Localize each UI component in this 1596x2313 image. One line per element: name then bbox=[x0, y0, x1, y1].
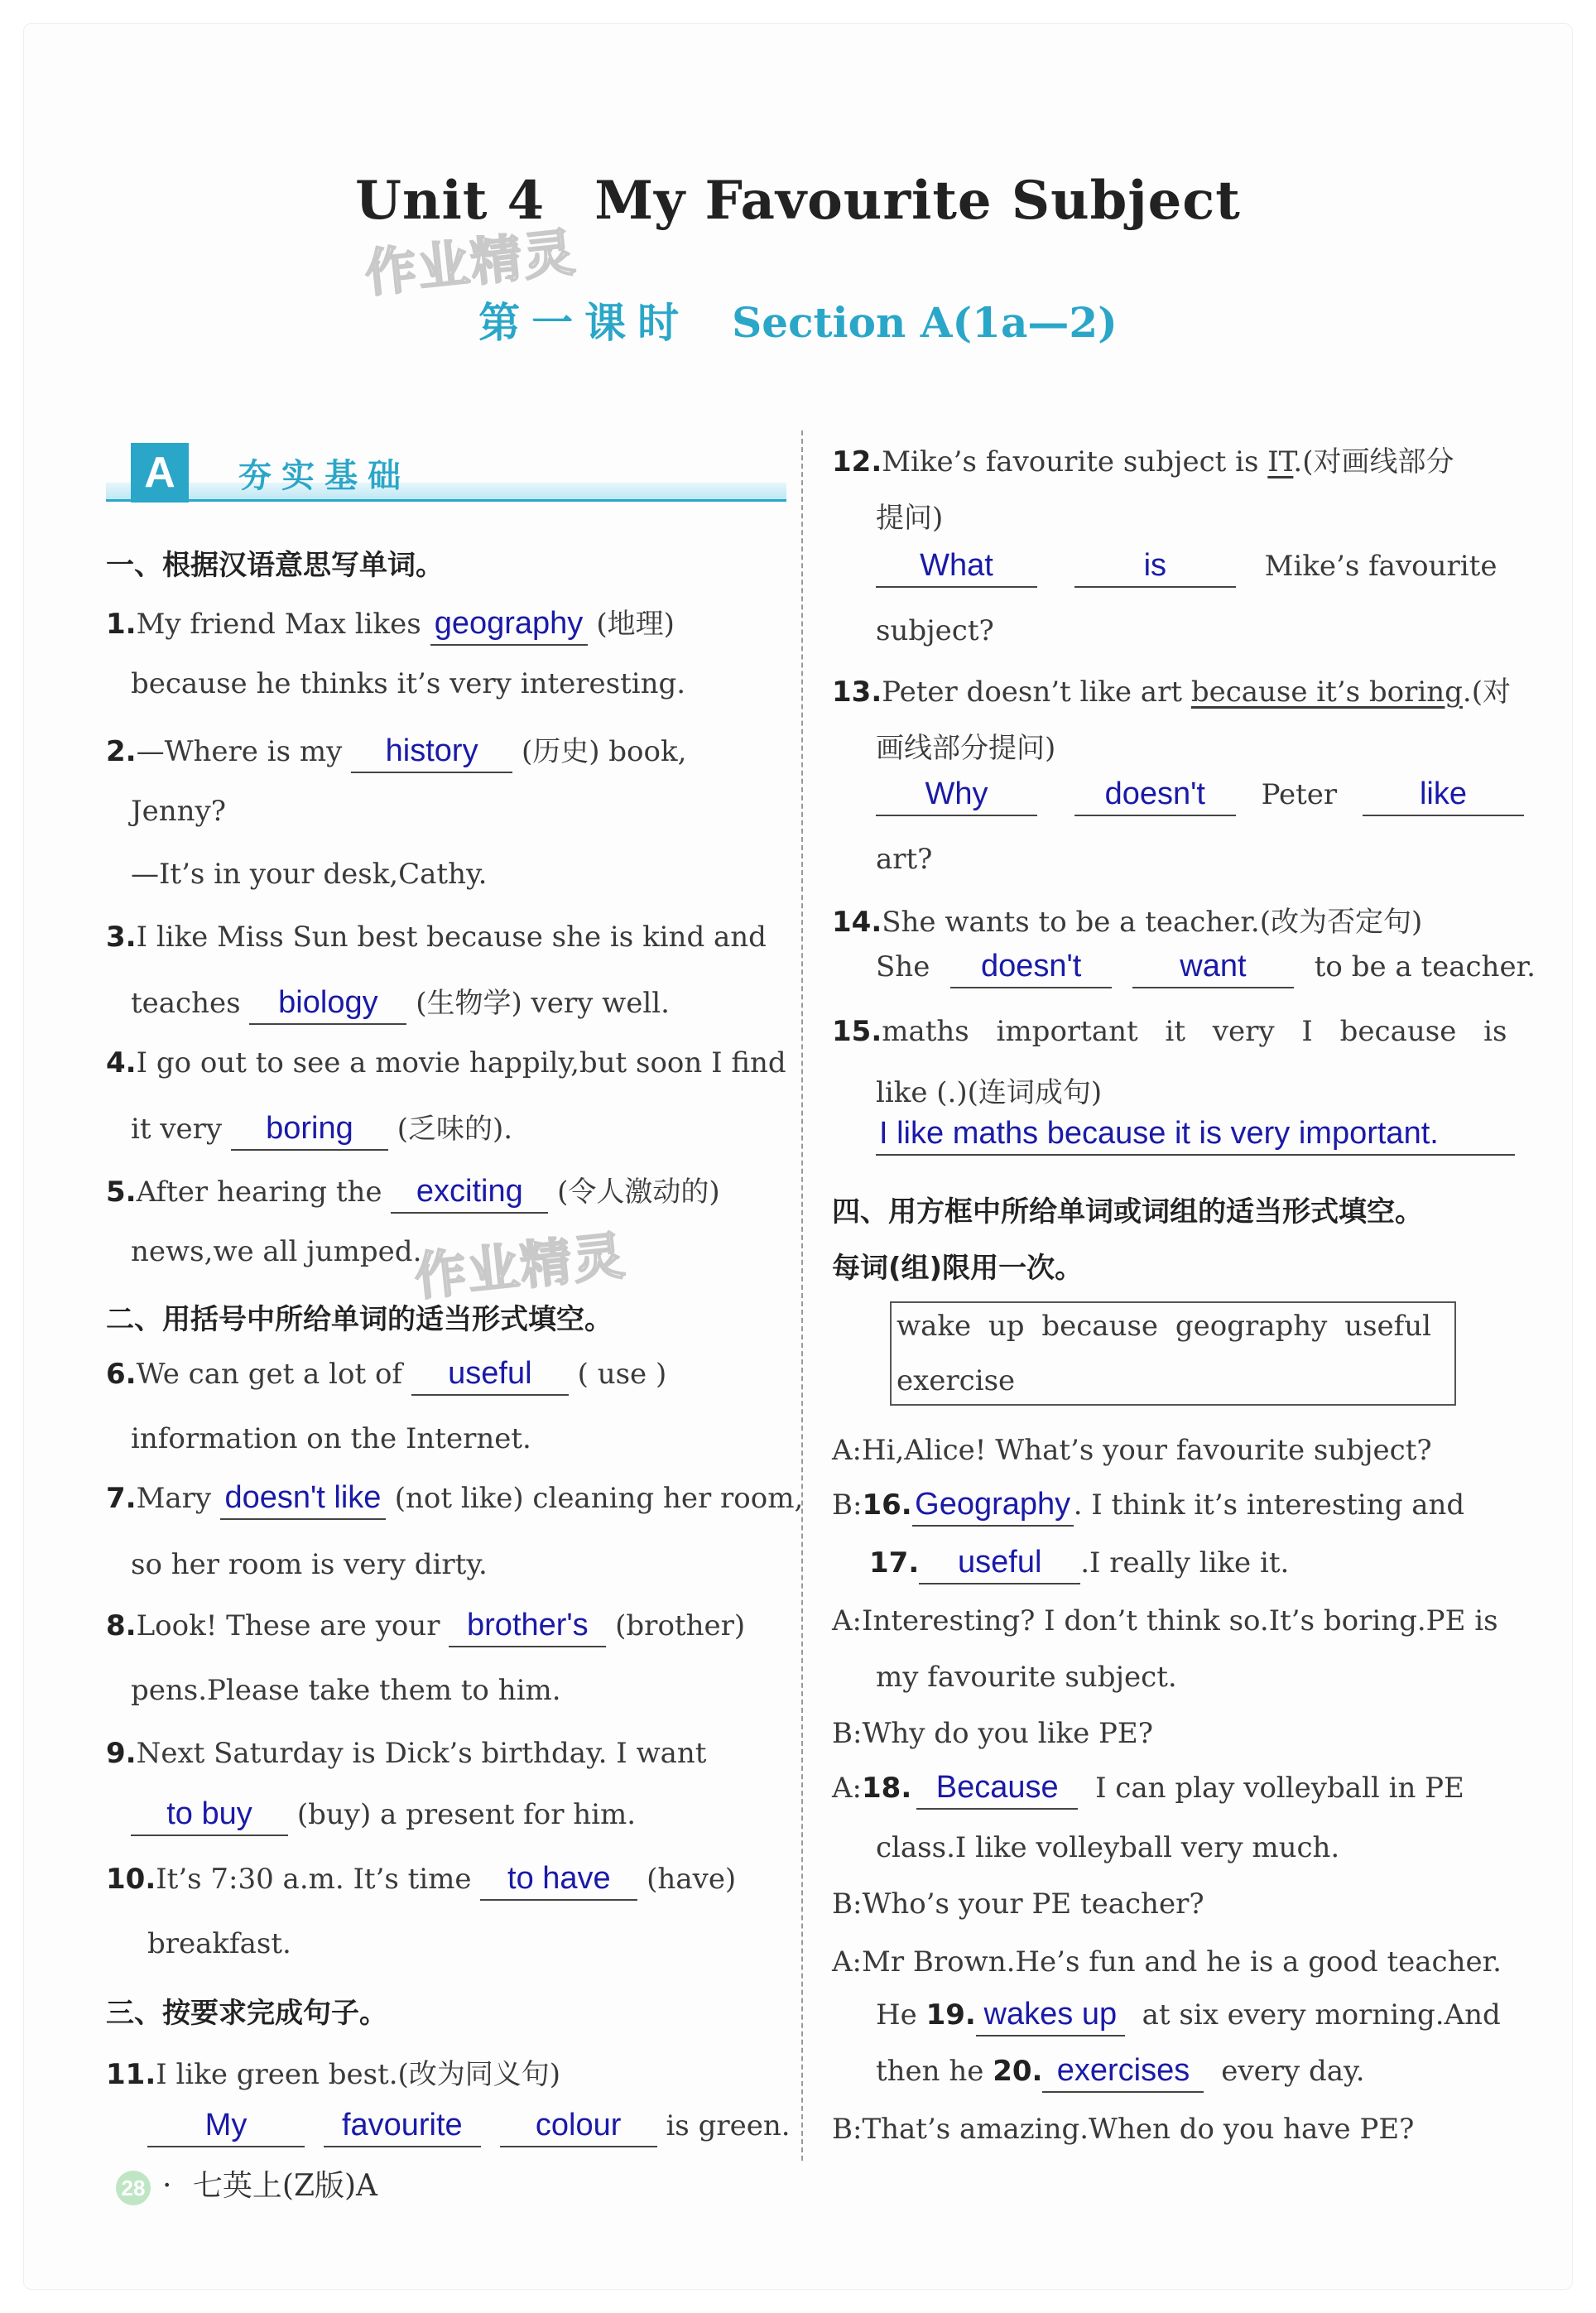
dialog-line-6b: class.I like volleyball very much. bbox=[876, 1831, 1340, 1864]
page-number: 28 bbox=[116, 2171, 151, 2205]
dialog-line-1: A:Hi,Alice! What’s your favourite subject? bbox=[832, 1434, 1432, 1467]
q8: 8.Look! These are your brother's (brother) bbox=[106, 1609, 745, 1647]
q4-answer[interactable]: boring bbox=[231, 1113, 388, 1151]
word-box bbox=[890, 1301, 1456, 1406]
q5-line2: news,we all jumped. bbox=[131, 1235, 422, 1268]
q14-line2: She doesn't want to be a teacher. bbox=[876, 950, 1536, 988]
q5: 5.After hearing the exciting (令人激动的) bbox=[106, 1169, 720, 1214]
dialog-line-8: A:Mr Brown.He’s fun and he is a good teacher. bbox=[832, 1945, 1502, 1979]
q3-answer[interactable]: biology bbox=[249, 987, 406, 1025]
dialog-line-10: then he 20. exercises every day. bbox=[876, 2055, 1365, 2093]
section-banner bbox=[106, 443, 786, 509]
page-subtitle bbox=[0, 290, 1596, 349]
q1-answer[interactable]: geography bbox=[430, 608, 588, 646]
q6-answer[interactable]: useful bbox=[411, 1358, 569, 1396]
dialog-line-4: A:Interesting? I don’t think so.It’s boring.PE is bbox=[832, 1604, 1498, 1637]
q12-answer-1[interactable]: What bbox=[876, 550, 1037, 588]
dialog-line-9: He 19. wakes up at six every morning.And bbox=[876, 1998, 1501, 2036]
column-divider bbox=[801, 430, 803, 2161]
q12-line2: 提问) bbox=[876, 502, 944, 535]
footer-book: 七英上(Z版)A bbox=[192, 2169, 378, 2203]
q10: 10.It’s 7:30 a.m. It’s time to have (have) bbox=[106, 1863, 736, 1901]
banner-label: 夯实基础 bbox=[238, 457, 411, 495]
subtitle-lesson: 第一课时 bbox=[478, 298, 691, 347]
dialog-line-2: B:16.Geography . I think it’s interesting and bbox=[832, 1488, 1464, 1527]
q12-line4: subject? bbox=[876, 614, 994, 647]
q18-answer[interactable]: Because bbox=[916, 1772, 1078, 1810]
q11-line2: My favourite colour is green. bbox=[147, 2109, 791, 2147]
q4-line2: it very boring (乏味的). bbox=[131, 1106, 512, 1151]
q2: 2.—Where is my history (历史) book, bbox=[106, 729, 686, 773]
part4-heading: 四、用方框中所给单词或词组的适当形式填空。 bbox=[832, 1195, 1423, 1229]
q10-line2: breakfast. bbox=[147, 1927, 291, 1960]
part1-heading: 一、根据汉语意思写单词。 bbox=[106, 549, 444, 582]
q14-answer-2[interactable]: want bbox=[1132, 950, 1294, 988]
banner-letter: A bbox=[131, 443, 189, 503]
dialog-line-5: B:Why do you like PE? bbox=[832, 1717, 1153, 1750]
q17-answer[interactable]: useful bbox=[919, 1546, 1080, 1584]
q3: 3.I like Miss Sun best because she is kind and bbox=[106, 921, 767, 954]
q1: 1.My friend Max likes geography (地理) bbox=[106, 601, 675, 646]
q13-answer-2[interactable]: doesn't bbox=[1074, 778, 1236, 816]
dialog-line-7: B:Who’s your PE teacher? bbox=[832, 1887, 1204, 1921]
q13-line4: art? bbox=[876, 843, 933, 876]
q6: 6.We can get a lot of useful ( use ) bbox=[106, 1358, 666, 1396]
q14-answer-1[interactable]: doesn't bbox=[950, 950, 1112, 988]
q7-answer[interactable]: doesn't like bbox=[220, 1482, 386, 1520]
q15-answer[interactable]: I like maths because it is very important. bbox=[876, 1118, 1515, 1156]
dialog-line-6: A:18. Because I can play volleyball in PE bbox=[832, 1772, 1464, 1810]
q15-line3 bbox=[876, 1118, 1515, 1156]
q13-line2: 画线部分提问) bbox=[876, 732, 1056, 765]
title-main: My Favourite Subject bbox=[594, 170, 1241, 232]
word-box-row2: exercise bbox=[897, 1364, 1016, 1397]
q2-answer[interactable]: history bbox=[351, 735, 512, 773]
q12-line3: What is Mike’s favourite bbox=[876, 550, 1497, 588]
q11-answer-1[interactable]: My bbox=[147, 2109, 305, 2147]
q15-line2: like (.)(连词成句) bbox=[876, 1076, 1103, 1109]
q13: 13.Peter doesn’t like art because it’s boring.(对 bbox=[832, 676, 1511, 709]
footer-sep: · bbox=[162, 2169, 172, 2203]
q10-answer[interactable]: to have bbox=[480, 1863, 637, 1901]
q3-line2: teaches biology (生物学) very well. bbox=[131, 980, 670, 1025]
banner-bar bbox=[106, 483, 786, 502]
word-box-row1: wake up because geography useful bbox=[897, 1310, 1431, 1343]
q15: 15.maths important it very I because is bbox=[832, 1015, 1507, 1048]
q4: 4.I go out to see a movie happily,but soon I find bbox=[106, 1046, 786, 1080]
dialog-line-3: 17. useful .I really like it. bbox=[869, 1546, 1289, 1584]
q1-line2: because he thinks it’s very interesting. bbox=[131, 667, 686, 700]
q11-answer-3[interactable]: colour bbox=[500, 2109, 657, 2147]
page-footer bbox=[116, 2162, 377, 2205]
q13-answer-3[interactable]: like bbox=[1363, 778, 1524, 816]
q8-answer[interactable]: brother's bbox=[449, 1609, 606, 1647]
q9: 9.Next Saturday is Dick’s birthday. I want bbox=[106, 1737, 707, 1770]
part4-heading2: 每词(组)限用一次。 bbox=[832, 1252, 1084, 1285]
dialog-line-4b: my favourite subject. bbox=[876, 1661, 1177, 1694]
part3-heading: 三、按要求完成句子。 bbox=[106, 1997, 387, 2030]
q16-answer[interactable]: Geography bbox=[912, 1488, 1074, 1527]
q6-line2: information on the Internet. bbox=[131, 1422, 531, 1455]
q9-answer[interactable]: to buy bbox=[131, 1798, 288, 1836]
q2-line3: —It’s in your desk,Cathy. bbox=[131, 858, 488, 891]
q14: 14.She wants to be a teacher.(改为否定句) bbox=[832, 906, 1423, 939]
q11-answer-2[interactable]: favourite bbox=[324, 2109, 481, 2147]
q9-line2: to buy (buy) a present for him. bbox=[131, 1798, 636, 1836]
q7: 7.Mary doesn't like (not like) cleaning her room, bbox=[106, 1482, 803, 1520]
title-unit: Unit 4 bbox=[355, 170, 546, 232]
q11: 11.I like green best.(改为同义句) bbox=[106, 2058, 561, 2091]
q13-line3: Why doesn't Peter like bbox=[876, 778, 1524, 816]
q13-answer-1[interactable]: Why bbox=[876, 778, 1037, 816]
q2-line2: Jenny? bbox=[131, 795, 226, 828]
q8-line2: pens.Please take them to him. bbox=[131, 1674, 561, 1707]
subtitle-section: Section A(1a—2) bbox=[732, 298, 1118, 347]
q20-answer[interactable]: exercises bbox=[1042, 2055, 1204, 2093]
watermark-top: 作业精灵 bbox=[362, 221, 579, 305]
q5-answer[interactable]: exciting bbox=[391, 1176, 548, 1214]
q12-answer-2[interactable]: is bbox=[1074, 550, 1236, 588]
part2-heading: 二、用括号中所给单词的适当形式填空。 bbox=[106, 1303, 613, 1336]
q7-line2: so her room is very dirty. bbox=[131, 1548, 488, 1581]
q12: 12.Mike’s favourite subject is IT.(对画线部分 bbox=[832, 445, 1454, 478]
watermark-middle: 作业精灵 bbox=[411, 1224, 629, 1308]
dialog-line-11: B:That’s amazing.When do you have PE? bbox=[832, 2113, 1415, 2146]
q19-answer[interactable]: wakes up bbox=[976, 1998, 1125, 2036]
page-title bbox=[0, 170, 1596, 232]
